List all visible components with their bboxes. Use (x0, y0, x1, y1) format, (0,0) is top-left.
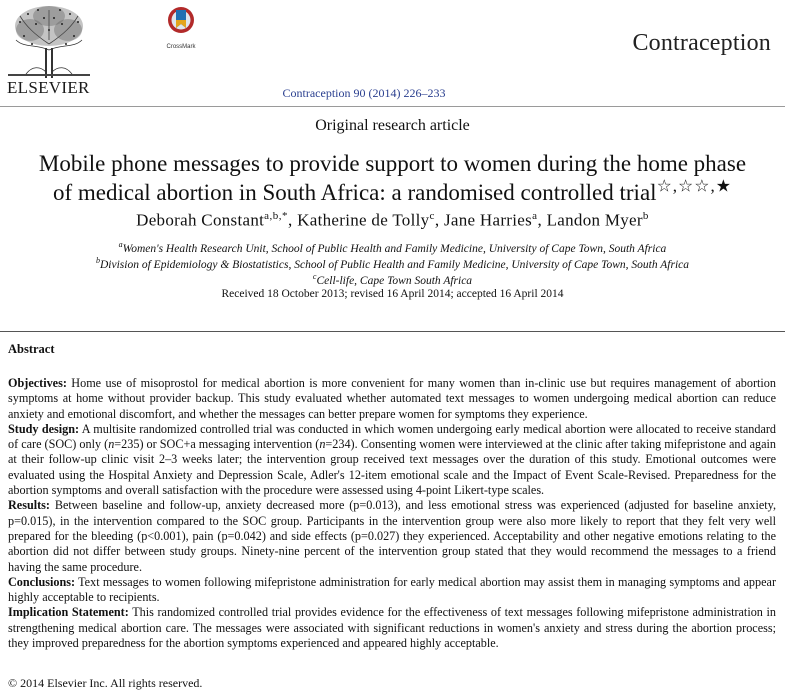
author-affiliation-marker[interactable]: a,b,* (264, 210, 289, 222)
author-separator: , (288, 210, 298, 230)
crossmark-label: CrossMark (166, 44, 196, 50)
section-text: Home use of misoprostol for medical abortion is more convenient for many women than in-clinic use but requires management of abortion symptoms at home without provider backup. This study evaluated whether automated text messages to women undergoing medical abortion can reduce anxiety and emotional discomfort, and whether the messages can better prepare women for symptoms they experience. (8, 376, 776, 421)
section-text: =234). Consenting women were interviewed at the clinic after taking mifepristone and again at their follow-up clinic visit 2–3 weeks later; the intervention group received text messages over the duration of this study. Emotional outcomes were evaluated using the Hospital Anxiety and Depression Scale, Adler's 12-item emotional scale and the Impact of Event Scale-Revised. Preparedness for the abortion symptoms and overall satisfaction with the procedure were assessed using 4-point Likert-type scales. (8, 437, 776, 498)
crossmark-badge[interactable] (163, 6, 199, 50)
header-divider (0, 106, 785, 107)
author-name[interactable]: Landon Myer (546, 210, 643, 230)
journal-name: Contraception (632, 30, 771, 56)
citation-link[interactable]: Contraception 90 (2014) 226–233 (282, 86, 446, 100)
author-affiliation-marker[interactable]: c (429, 210, 435, 222)
article-dates: Received 18 October 2013; revised 16 April 2014; accepted 16 April 2014 (221, 288, 564, 300)
abstract-study-design (8, 422, 776, 498)
elsevier-logo (6, 4, 92, 80)
title-line-1: Mobile phone messages to provide support to women during the home phase (38, 151, 747, 176)
copyright-notice: © 2014 Elsevier Inc. All rights reserved. (8, 676, 203, 690)
affiliation-marker: b (96, 256, 100, 265)
article-type: Original research article (315, 117, 470, 134)
section-label: Implication Statement: (8, 605, 129, 620)
section-label: Results: (8, 498, 50, 513)
affiliation (0, 240, 785, 255)
section-text: This randomized controlled trial provides evidence for the effectiveness of text messages following mifepristone administration in strengthening medical abortion care. The messages were associated with significant reductions in women's anxiety and stress during the abortion process; they improved preparedness for the abortion symptoms experienced and appeared highly acceptable. (8, 605, 777, 651)
sample-size-symbol: n (319, 437, 326, 452)
abstract-body (8, 376, 776, 651)
crossmark-icon (167, 6, 195, 38)
abstract-objectives (8, 376, 776, 422)
author-affiliation-marker[interactable]: b (642, 210, 649, 222)
affiliation-marker: c (312, 272, 317, 281)
author-separator: , (434, 210, 444, 230)
abstract-divider (0, 331, 785, 332)
affiliation-marker: a (118, 240, 123, 249)
title-line-2: of medical abortion in South Africa: a randomised controlled trial (52, 180, 657, 205)
affiliation (0, 272, 785, 287)
affiliation-text: Women's Health Research Unit, School of Public Health and Family Medicine, University of Cape Town, South Africa (122, 242, 667, 255)
abstract-conclusions (8, 575, 776, 606)
section-label: Conclusions: (8, 574, 76, 589)
author-name[interactable]: Deborah Constant (136, 210, 265, 230)
section-text: =235) or SOC+a messaging intervention ( (114, 437, 320, 452)
affiliation (0, 256, 785, 271)
section-text: A multisite randomized controlled trial was conducted in which women undergoing early medical abortion were allocated to receive standard of care (SOC) only ( (8, 421, 777, 452)
author-list (0, 210, 785, 231)
section-text: Text messages to women following mifepristone administration for early medical abortion may assist them in managing symptoms and appear highly acceptable to recipients. (8, 574, 776, 605)
section-label: Study design: (8, 421, 80, 436)
author-affiliation-marker[interactable]: a (532, 210, 538, 222)
affiliation-text: Division of Epidemiology & Biostatistics, School of Public Health and Family Medicine, University of Cape Town, South Africa (100, 258, 689, 271)
section-text: Between baseline and follow-up, anxiety decreased more (p=0.013), and less emotional stress was experienced (adjusted for baseline anxiety, p=0.015), in the intervention compared to the SOC group. Participants in the intervention group were also more likely to report that they felt very well prepared for the bleeding (p<0.001), pain (p=0.042) and side effects (p=0.027) they experienced. Acceptability and other negative emotions relating to the abortion did not differ between study groups. Ninety-nine percent of the intervention group stated that they would recommend the messages to a friend having the same procedure. (8, 498, 777, 574)
abstract-heading: Abstract (8, 342, 55, 356)
author-name[interactable]: Jane Harries (443, 210, 533, 230)
sample-size-symbol: n (108, 437, 115, 452)
affiliation-text: Cell-life, Cape Town South Africa (316, 274, 473, 287)
article-title (0, 149, 785, 207)
author-separator: , (537, 210, 547, 230)
section-label: Objectives: (8, 376, 67, 390)
abstract-implication (8, 605, 776, 651)
abstract-results (8, 498, 776, 574)
publisher-name: ELSEVIER (7, 78, 90, 97)
author-name[interactable]: Katherine de Tolly (297, 210, 430, 230)
title-footnote-marks[interactable]: ☆,☆☆,★ (656, 176, 733, 196)
